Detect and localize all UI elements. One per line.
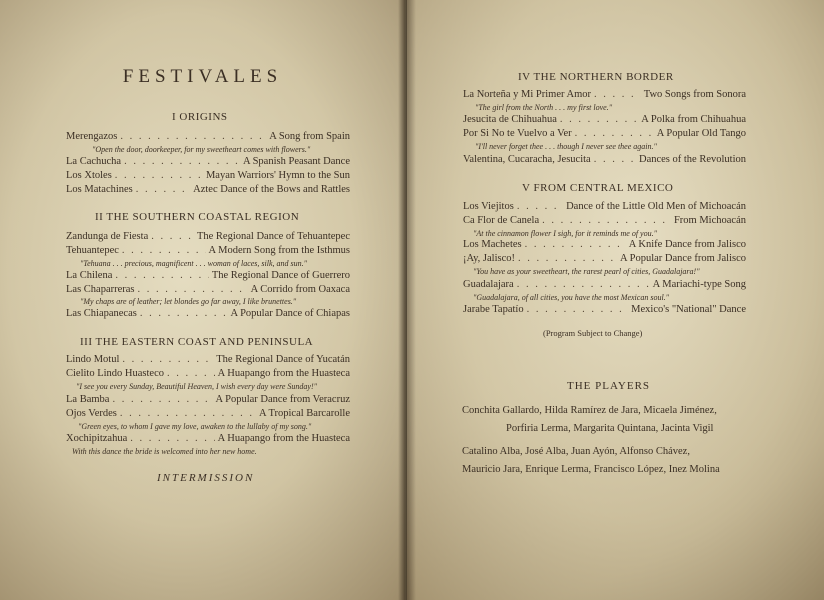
piece-desc: A Huapango from the Huasteca	[217, 368, 350, 379]
piece-title: Valentina, Cucaracha, Jesucita	[463, 154, 591, 165]
program-row	[66, 231, 350, 242]
translation-note: "At the cinnamon flower I sigh, for it reminds me of you."	[473, 229, 657, 238]
program-row	[463, 279, 746, 290]
translation-note: "The girl from the North . . . my first love."	[475, 103, 613, 112]
piece-title: La Norteña y Mi Primer Amor	[463, 89, 592, 100]
piece-desc: A Popular Dance of Chiapas	[230, 308, 350, 319]
players-line: Mauricio Jara, Enrique Lerma, Francisco López, Inez Molina	[462, 464, 720, 475]
piece-desc: The Regional Dance of Guerrero	[211, 270, 350, 281]
translation-note: "Tehuana . . . precious, magnificent . . . woman of laces, silk, and sun."	[80, 259, 308, 268]
program-row	[66, 245, 350, 256]
piece-desc: Mayan Warriors' Hymn to the Sun	[205, 170, 350, 181]
piece-title: La Chilena	[66, 270, 113, 281]
piece-desc: Dance of the Little Old Men of Michoacán	[566, 201, 746, 212]
right-page	[407, 0, 824, 600]
program-subject-note: (Program Subject to Change)	[543, 328, 643, 338]
translation-note: "Guadalajara, of all cities, you have the most Mexican soul."	[473, 293, 670, 302]
program-row	[66, 354, 350, 365]
piece-desc: Mexico's "National" Dance	[631, 304, 746, 315]
piece-title: Jesucita de Chihuahua	[463, 114, 557, 125]
players-line: Porfiria Lerma, Margarita Quintana, Jacinta Vigil	[506, 423, 714, 434]
translation-note: "I'll never forget thee . . . though I never see thee again."	[475, 142, 657, 151]
program-row	[463, 253, 746, 264]
piece-desc: Two Songs from Sonora	[643, 89, 746, 100]
piece-title: Las Chiapanecas	[66, 308, 137, 319]
program-row	[66, 156, 350, 167]
piece-title: Cielito Lindo Huasteco	[66, 368, 164, 379]
translation-note: "I see you every Sunday, Beautiful Heaven, I wish every day were Sunday!"	[76, 382, 318, 391]
program-row	[463, 215, 746, 226]
translation-note: "My chaps are of leather; let blondes go far away, I like brunettes."	[80, 297, 297, 306]
piece-title: Ojos Verdes	[66, 408, 117, 419]
piece-desc: A Modern Song from the Isthmus	[208, 245, 350, 256]
program-row	[66, 184, 350, 195]
program-row	[66, 433, 350, 444]
program-row	[463, 201, 746, 212]
piece-desc: A Spanish Peasant Dance	[242, 156, 350, 167]
intermission-label: INTERMISSION	[157, 472, 255, 484]
section-heading-northern: IV THE NORTHERN BORDER	[518, 71, 674, 83]
piece-desc: A Polka from Chihuahua	[641, 114, 746, 125]
piece-title: La Cachucha	[66, 156, 122, 167]
piece-desc: A Popular Old Tango	[656, 128, 746, 139]
piece-title: Merengazos	[66, 131, 118, 142]
piece-title: Jarabe Tapatío	[463, 304, 524, 315]
program-row	[66, 368, 350, 379]
left-page	[0, 0, 405, 600]
piece-desc: From Michoacán	[673, 215, 746, 226]
program-row	[463, 304, 746, 315]
program-row	[66, 308, 350, 319]
piece-title: Xochipitzahua	[66, 433, 128, 444]
piece-title: La Bamba	[66, 394, 110, 405]
piece-desc: A Huapango from the Huasteca	[217, 433, 350, 444]
players-line: Conchita Gallardo, Hilda Ramírez de Jara, Micaela Jiménez,	[462, 405, 717, 416]
program-row	[66, 170, 350, 181]
piece-title: Tehuantepec	[66, 245, 119, 256]
program-row	[463, 89, 746, 100]
translation-note: "Green eyes, to whom I gave my love, awaken to the lullaby of my song."	[78, 422, 312, 431]
program-row	[463, 239, 746, 250]
section-heading-central: V FROM CENTRAL MEXICO	[522, 182, 674, 194]
translation-note: "You have as your sweetheart, the rarest pearl of cities, Guadalajara!"	[473, 267, 700, 276]
section-heading-origins: I ORIGINS	[172, 111, 228, 123]
piece-title: ¡Ay, Jalisco!	[463, 253, 516, 264]
piece-title: Los Xtoles	[66, 170, 112, 181]
players-heading: THE PLAYERS	[567, 380, 651, 392]
program-row	[463, 128, 746, 139]
piece-desc: A Corrido from Oaxaca	[250, 284, 350, 295]
piece-desc: Aztec Dance of the Bows and Rattles	[193, 184, 350, 195]
piece-title: Los Matachines	[66, 184, 133, 195]
piece-title: Las Chaparreras	[66, 284, 135, 295]
program-row	[463, 154, 746, 165]
program-row	[66, 131, 350, 142]
translation-note: With this dance the bride is welcomed into her new home.	[72, 447, 257, 456]
program-row	[66, 408, 350, 419]
piece-title: Guadalajara	[463, 279, 514, 290]
players-line: Catalino Alba, José Alba, Juan Ayón, Alfonso Chávez,	[462, 446, 690, 457]
section-heading-southern: II THE SOUTHERN COASTAL REGION	[95, 211, 300, 223]
program-row	[66, 394, 350, 405]
piece-title: Los Machetes	[463, 239, 522, 250]
section-heading-eastern: III THE EASTERN COAST AND PENINSULA	[80, 336, 314, 348]
program-row	[66, 270, 350, 281]
piece-desc: A Song from Spain	[269, 131, 350, 142]
piece-desc: A Tropical Barcarolle	[259, 408, 350, 419]
piece-desc: A Popular Dance from Jalisco	[620, 253, 746, 264]
piece-desc: A Knife Dance from Jalisco	[628, 239, 746, 250]
translation-note: "Open the door, doorkeeper, for my sweetheart comes with flowers."	[92, 145, 311, 154]
piece-title: Lindo Motul	[66, 354, 120, 365]
piece-desc: The Regional Dance of Tehuantepec	[196, 231, 350, 242]
program-title: FESTIVALES	[122, 66, 283, 87]
piece-title: Por Si No te Vuelvo a Ver	[463, 128, 572, 139]
piece-desc: A Popular Dance from Veracruz	[215, 394, 350, 405]
piece-desc: Dances of the Revolution	[638, 154, 746, 165]
piece-title: Zandunga de Fiesta	[66, 231, 149, 242]
piece-title: Los Viejitos	[463, 201, 514, 212]
program-row	[66, 284, 350, 295]
piece-title: Ca Flor de Canela	[463, 215, 540, 226]
piece-desc: A Mariachi-type Song	[652, 279, 746, 290]
program-row	[463, 114, 746, 125]
piece-desc: The Regional Dance of Yucatán	[216, 354, 350, 365]
